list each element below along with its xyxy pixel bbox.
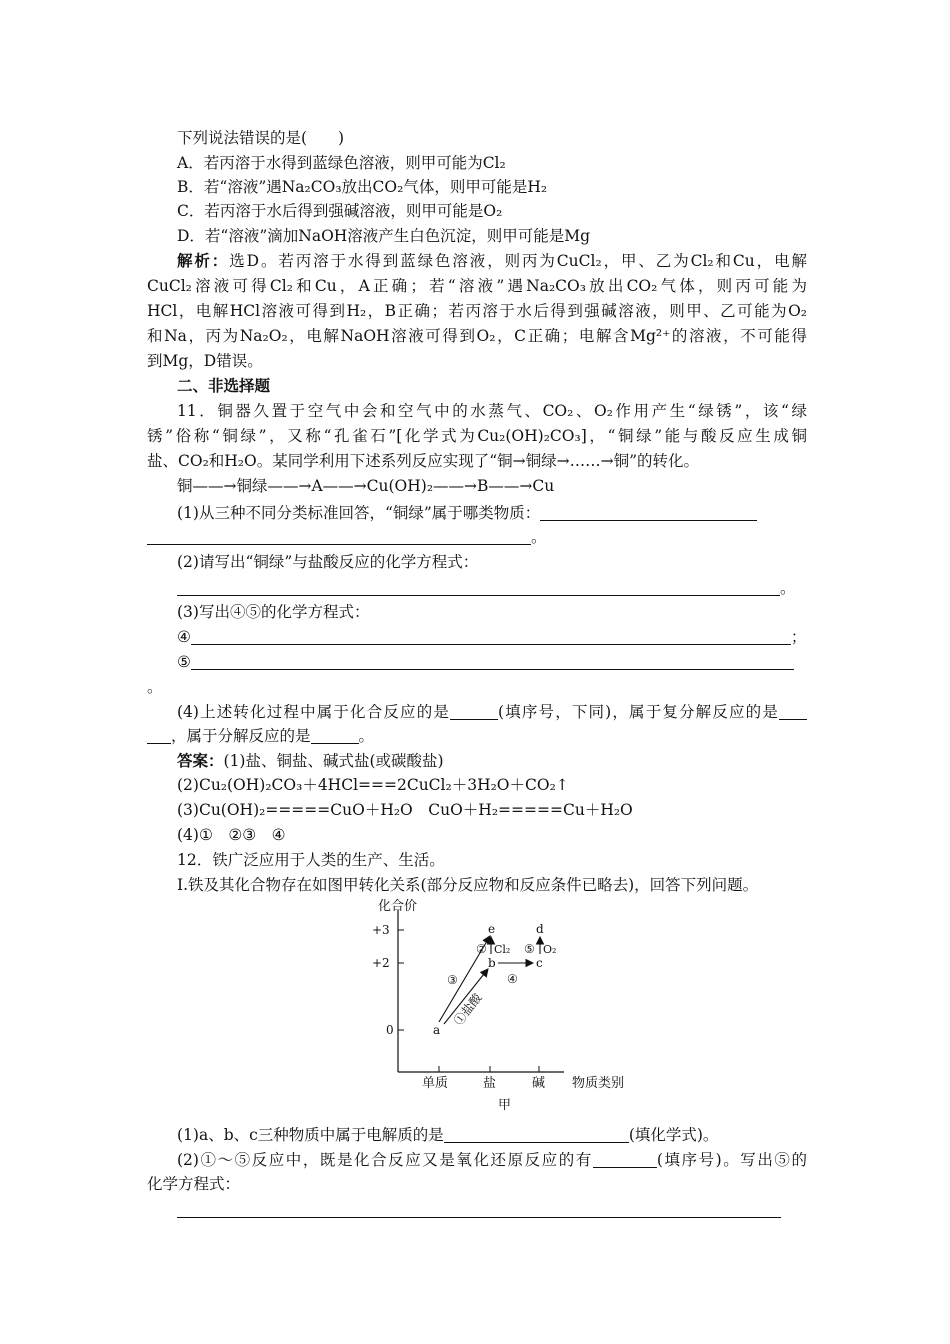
q10-analysis-line-3: HCl，电解HCl溶液可得到H₂，B正确；若丙溶于水后得到强碱溶液，则甲、乙可能为O₂: [147, 302, 807, 320]
q11-answer-3: (3)Cu(OH)₂=====CuO＋H₂O CuO＋H₂=====Cu＋H₂O: [177, 801, 633, 819]
analysis-label: 解析：: [177, 251, 230, 270]
q12-sub-2: (2)①～⑤反应中，既是化合反应又是氧化还原反应的有 (填序号)。写出⑤的: [177, 1151, 807, 1169]
reaction-2-label: ②: [476, 942, 487, 956]
x-tick-label: 盐: [483, 1076, 497, 1091]
reaction-5-label: ⑤: [524, 942, 535, 956]
answer-blank[interactable]: [311, 726, 359, 744]
answer-blank[interactable]: [177, 578, 780, 596]
q11-part-2-line: 。: [177, 576, 807, 600]
q11-intro-line-3: 盐、CO₂和H₂O。某同学利用下述系列反应实现了“铜→铜绿→……→铜”的转化。: [147, 452, 700, 470]
q10-analysis-line-2: CuCl₂溶液可得Cl₂和Cu，A正确；若“溶液”遇Na₂CO₃放出CO₂气体，则丙可能为: [147, 277, 807, 295]
q11-part-3-eq4: ④ ；: [177, 628, 807, 646]
section-title: 二、非选择题: [177, 376, 271, 395]
point-a: a: [433, 1023, 441, 1037]
x-tick-label: 碱: [532, 1076, 546, 1091]
x-axis-label: 物质类别: [572, 1076, 625, 1091]
reagent-cl2: Cl₂: [494, 943, 511, 956]
q10-option-b: B．若“溶液”遇Na₂CO₃放出CO₂气体，则甲可能是H₂: [177, 178, 548, 196]
q11-answer-2: (2)Cu₂(OH)₂CO₃＋4HCl===2CuCl₂＋3H₂O＋CO₂↑: [177, 776, 569, 794]
q10-option-c: C．若丙溶于水后得到强碱溶液，则甲可能是O₂: [177, 202, 503, 220]
point-d: d: [536, 922, 544, 936]
answer-blank[interactable]: [540, 503, 757, 521]
q11-intro-line-2: 锈”俗称“铜绿”，又称“孔雀石”[化学式为Cu₂(OH)₂CO₃]，“铜绿”能与酸反应生成铜: [147, 427, 807, 445]
point-c: c: [536, 956, 543, 970]
q12-sub-1: (1)a、b、c三种物质中属于电解质的是 (填化学式)。: [177, 1126, 719, 1144]
valence-class-diagram: [350, 896, 650, 1116]
q10-option-a: A．若丙溶于水得到蓝绿色溶液，则甲可能为Cl₂: [177, 154, 506, 172]
q12-part-1: Ⅰ.铁及其化合物存在如图甲转化关系(部分反应物和反应条件已略去)，回答下列问题。: [177, 876, 759, 894]
y-tick-label: +3: [372, 923, 390, 937]
reaction-4-label: ④: [507, 972, 518, 986]
answer-blank[interactable]: [177, 1200, 781, 1218]
q10-stem: 下列说法错误的是( ): [177, 129, 345, 147]
q11-part-4-cont: ，属于分解反应的是 。: [147, 724, 807, 748]
answer-blank[interactable]: [450, 702, 498, 720]
q10-option-d: D．若“溶液”滴加NaOH溶液产生白色沉淀，则甲可能是Mg: [177, 227, 591, 245]
q10-analysis-line-1: 解析：选D。若丙溶于水得到蓝绿色溶液，则丙为CuCl₂，甲、乙为Cl₂和Cu，电解: [177, 251, 807, 270]
point-b: b: [488, 956, 496, 970]
y-tick-label: 0: [386, 1023, 394, 1037]
answer-blank[interactable]: [779, 702, 807, 720]
q11-part-3: (3)写出④⑤的化学方程式：: [177, 603, 370, 621]
q11-intro-line-1: 11．铜器久置于空气中会和空气中的水蒸气、CO₂、O₂作用产生“绿锈”，该“绿: [177, 402, 807, 420]
reaction-3-label: ③: [447, 973, 458, 987]
answer-blank[interactable]: [444, 1125, 629, 1143]
q11-part-3-eq5: ⑤: [177, 650, 807, 674]
answer-blank[interactable]: [147, 726, 171, 744]
q11-part-1-cont: 。: [147, 525, 807, 549]
reagent-o2: O₂: [543, 943, 557, 956]
answer-blank[interactable]: [191, 627, 791, 645]
q11-part-3-end: 。: [147, 678, 163, 696]
answer-blank[interactable]: [593, 1150, 657, 1168]
reaction-1-label: ①盐酸: [451, 990, 485, 1028]
q10-analysis-line-5: 到Mg，D错误。: [147, 352, 263, 370]
q12-sub-2-line: [177, 1198, 807, 1222]
q11-answer-1: 答案：(1)盐、铜盐、碱式盐(或碳酸盐): [177, 751, 444, 770]
q12-intro: 12．铁广泛应用于人类的生产、生活。: [177, 851, 445, 869]
point-e: e: [488, 922, 496, 936]
y-tick-label: +2: [372, 956, 390, 970]
q11-reaction-chain: 铜——→铜绿——→A——→Cu(OH)₂——→B——→Cu: [177, 477, 555, 495]
figure-caption: 甲: [498, 1098, 512, 1113]
q11-part-2: (2)请写出“铜绿”与盐酸反应的化学方程式：: [177, 553, 479, 571]
answer-blank[interactable]: [147, 527, 531, 545]
y-axis-label: 化合价: [378, 899, 418, 914]
answer-blank[interactable]: [191, 652, 794, 670]
q11-part-1: (1)从三种不同分类标准回答，“铜绿”属于哪类物质：: [177, 501, 807, 525]
q10-analysis-line-4: 和Na，丙为Na₂O₂，电解NaOH溶液可得到O₂，C正确；电解含Mg²⁺的溶液，不可能得: [147, 327, 807, 345]
q12-sub-2-cont: 化学方程式：: [147, 1175, 241, 1193]
q11-answer-4: (4)① ②③ ④: [177, 826, 286, 844]
x-tick-label: 单质: [422, 1076, 449, 1091]
q11-part-4: (4)上述转化过程中属于化合反应的是 (填序号，下同)，属于复分解反应的是: [177, 700, 807, 724]
